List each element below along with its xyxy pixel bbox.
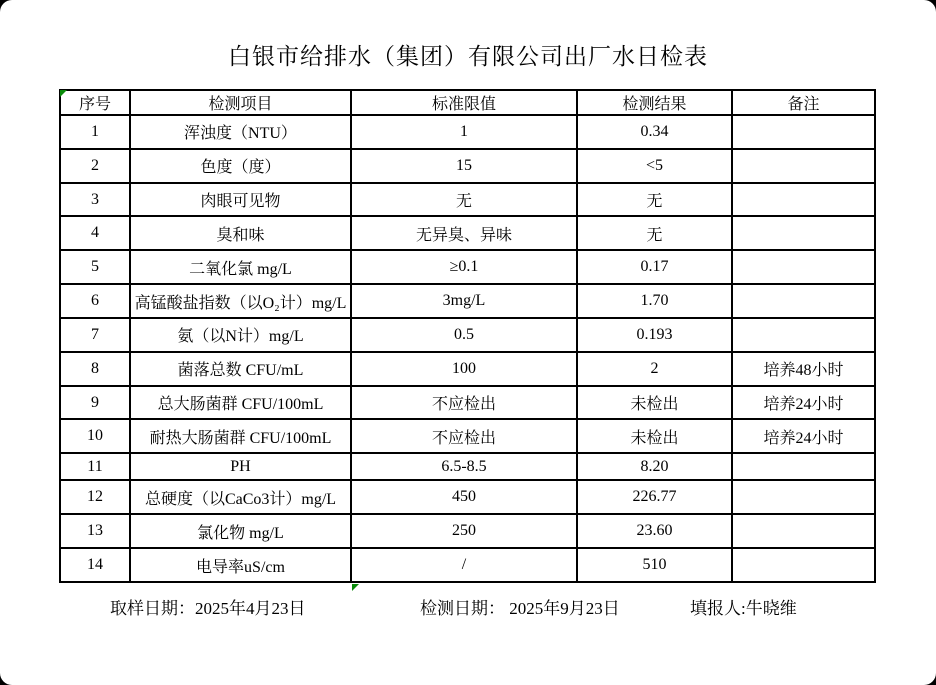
cell-item: 耐热大肠菌群 CFU/100mL: [130, 419, 351, 453]
cell-result: 226.77: [577, 480, 732, 514]
cell-limit: 250: [351, 514, 577, 548]
cell-serial: 10: [60, 419, 130, 453]
cell-serial: 9: [60, 386, 130, 420]
cell-item: PH: [130, 453, 351, 480]
table-row: [60, 548, 875, 582]
cell-limit: 0.5: [351, 318, 577, 352]
cell-note: [732, 453, 875, 480]
sampling-date-text: 取样日期：2025年4月23日: [110, 599, 306, 618]
cell-limit: 不应检出: [351, 419, 577, 453]
cell-serial: 11: [60, 453, 130, 480]
header-serial: 序号: [60, 90, 130, 115]
cell-result: 1.70: [577, 284, 732, 318]
header-result: 检测结果: [577, 90, 732, 115]
footer: [0, 594, 936, 618]
cell-limit: 1: [351, 115, 577, 149]
cell-note: 培养48小时: [732, 352, 875, 386]
cell-limit: 100: [351, 352, 577, 386]
cell-limit: 3mg/L: [351, 284, 577, 318]
table-row: [60, 250, 875, 284]
table-row: [60, 183, 875, 217]
cell-note: [732, 548, 875, 582]
cell-note: [732, 284, 875, 318]
table-row: [60, 419, 875, 453]
table-row: [60, 284, 875, 318]
table-row: [60, 216, 875, 250]
cell-result: 无: [577, 183, 732, 217]
cell-serial: 13: [60, 514, 130, 548]
cell-limit: 6.5-8.5: [351, 453, 577, 480]
cell-result: 0.193: [577, 318, 732, 352]
table-body: [60, 115, 875, 582]
cell-item: 总硬度（以CaCo3计）mg/L: [130, 480, 351, 514]
cell-serial: 14: [60, 548, 130, 582]
cell-result: 8.20: [577, 453, 732, 480]
cell-result: 510: [577, 548, 732, 582]
cell-note: 培养24小时: [732, 419, 875, 453]
cell-item: 二氧化氯 mg/L: [130, 250, 351, 284]
cell-note: 培养24小时: [732, 386, 875, 420]
cell-corner-indicator-icon: [352, 584, 359, 591]
cell-item: 氨（以N计）mg/L: [130, 318, 351, 352]
cell-result: 0.17: [577, 250, 732, 284]
cell-serial: 3: [60, 183, 130, 217]
cell-limit: 不应检出: [351, 386, 577, 420]
cell-item: 总大肠菌群 CFU/100mL: [130, 386, 351, 420]
cell-serial: 2: [60, 149, 130, 183]
cell-serial: 4: [60, 216, 130, 250]
header-limit: 标准限值: [351, 90, 577, 115]
cell-result: 23.60: [577, 514, 732, 548]
cell-item: 氯化物 mg/L: [130, 514, 351, 548]
cell-note: [732, 216, 875, 250]
cell-result: 未检出: [577, 386, 732, 420]
cell-note: [732, 250, 875, 284]
page-title: 白银市给排水（集团）有限公司出厂水日检表: [228, 44, 708, 69]
table-row: [60, 514, 875, 548]
cell-result: 无: [577, 216, 732, 250]
header-item: 检测项目: [130, 90, 351, 115]
table-row: [60, 149, 875, 183]
reporter-text: 填报人:牛晓维: [690, 599, 797, 618]
cell-serial: 8: [60, 352, 130, 386]
table-row: [60, 386, 875, 420]
cell-serial: 5: [60, 250, 130, 284]
table-row: [60, 480, 875, 514]
cell-serial: 1: [60, 115, 130, 149]
cell-item: 色度（度）: [130, 149, 351, 183]
cell-result: 未检出: [577, 419, 732, 453]
cell-limit: 450: [351, 480, 577, 514]
cell-serial: 12: [60, 480, 130, 514]
cell-note: [732, 183, 875, 217]
cell-item: 浑浊度（NTU）: [130, 115, 351, 149]
cell-item: 菌落总数 CFU/mL: [130, 352, 351, 386]
cell-note: [732, 318, 875, 352]
table-header-row: [60, 90, 875, 115]
cell-item: 臭和味: [130, 216, 351, 250]
cell-item: 高锰酸盐指数（以O₂计）mg/L: [130, 284, 351, 318]
inspection-table: [59, 89, 876, 583]
cell-serial: 6: [60, 284, 130, 318]
table-row: [60, 318, 875, 352]
table-row: [60, 115, 875, 149]
cell-item: 电导率uS/cm: [130, 548, 351, 582]
table-row: [60, 352, 875, 386]
header-note: 备注: [732, 90, 875, 115]
cell-serial: 7: [60, 318, 130, 352]
test-date-text: 检测日期： 2025年9月23日: [420, 599, 620, 618]
cell-limit: ≥0.1: [351, 250, 577, 284]
cell-note: [732, 115, 875, 149]
table-row: [60, 453, 875, 480]
cell-item: 肉眼可见物: [130, 183, 351, 217]
cell-note: [732, 149, 875, 183]
cell-result: <5: [577, 149, 732, 183]
cell-limit: 无异臭、异味: [351, 216, 577, 250]
cell-limit: 15: [351, 149, 577, 183]
cell-limit: 无: [351, 183, 577, 217]
cell-result: 0.34: [577, 115, 732, 149]
cell-result: 2: [577, 352, 732, 386]
cell-limit: /: [351, 548, 577, 582]
cell-note: [732, 480, 875, 514]
cell-note: [732, 514, 875, 548]
